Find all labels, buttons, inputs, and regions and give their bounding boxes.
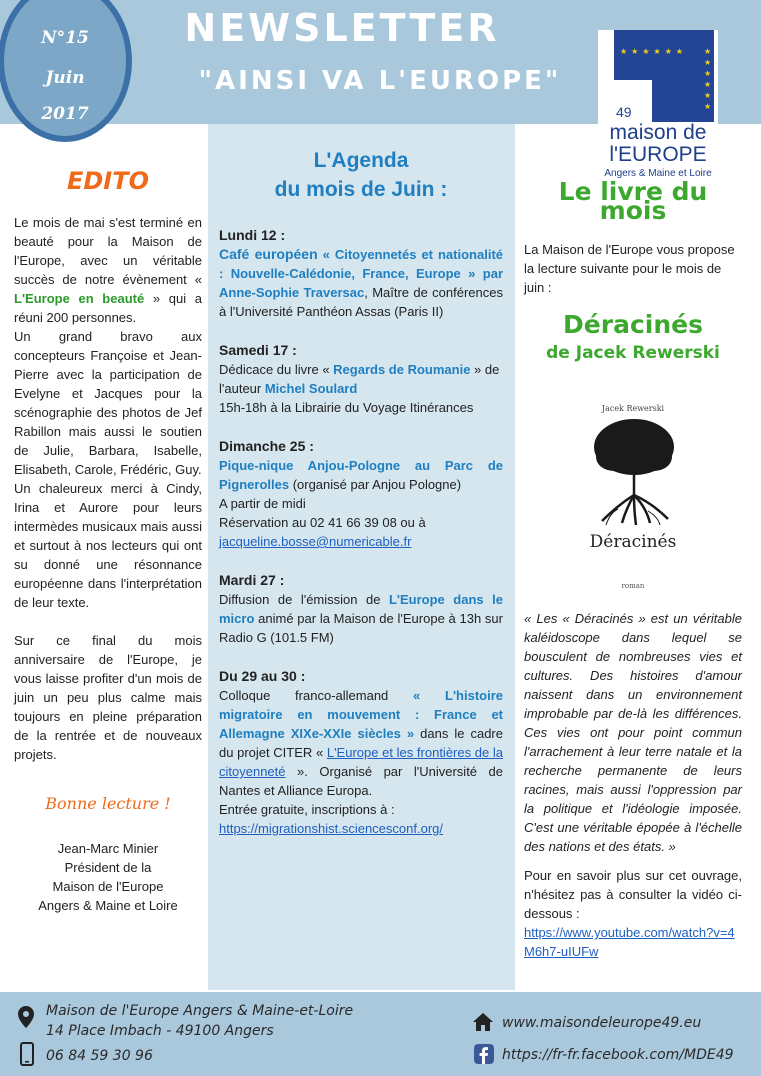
book-intro: La Maison de l'Europe vous propose la lecture suivante pour le mois de juin : [524,242,735,295]
signature [14,839,202,915]
event-day: Mardi 27 : [219,572,285,588]
agenda-column [219,146,503,858]
footer-phone: 06 84 59 30 96 [46,1048,153,1064]
cover-author: Jacek Rewerski [601,404,665,413]
facebook-icon [474,1044,494,1064]
logo-name-line1: maison de [609,121,707,144]
video-link[interactable]: https://www.youtube.com/watch?v=4M6h7-uIUFw [524,925,735,959]
issue-badge [0,0,132,142]
logo-name-line2: l'EUROPE [609,143,707,166]
agenda-event: Samedi 17 : Dédicace du livre « Regards de Roumanie » de l'auteur Michel Soulard 15h-18h à la Librairie du Voyage Itinérances [219,341,503,417]
event-name: « L'histoire migratoire en mouvement : France et Allemagne XIXe-XXIe siècles » [219,688,503,741]
signature-role: Maison de l'Europe [52,879,164,894]
event-name: Pique-nique Anjou-Pologne au Parc de Pignerolles [219,458,503,492]
event-booking: Réservation au 02 41 66 39 08 ou à [219,515,426,530]
issue-year: 2017 [41,104,89,124]
signature-role: Angers & Maine et Loire [38,898,178,913]
event-topic: « Citoyennetés et nationalité : Nouvelle-Calédonie, France, Europe » par Anne-Sophie Traversac [219,247,503,300]
signoff: Bonne lecture ! [45,794,171,813]
edito-title: EDITO [66,167,150,195]
location-pin-icon [18,1006,34,1028]
event-day: Lundi 12 : [219,227,286,243]
event-highlight: L'Europe en beauté [14,291,145,306]
signature-role: Président de la [64,860,152,875]
event-day: Du 29 au 30 : [219,668,306,684]
event-name: Café européen [219,246,318,262]
show-name: L'Europe dans le micro [219,592,503,626]
home-icon [472,1012,494,1032]
registration-link[interactable]: https://migrationshist.sciencesconf.org/ [219,821,443,836]
event-time: A partir de midi [219,496,306,511]
book-name: Regards de Roumanie [333,362,471,377]
book-author: de Jacek Rewerski [546,343,720,363]
agenda-event: Du 29 au 30 : Colloque franco-allemand « L'histoire migratoire en mouvement : France et Allemagne XIXe-XXIe siècles » dans le cadre du projet CITER « L'Europe et les frontières de la citoyenneté ». Organisé par l'Université de Nantes et Alliance Europa. Entrée gratuite, inscriptions à : https://migrationshist.sciencesconf.org/ [219,668,503,836]
event-day: Samedi 17 : [219,342,297,358]
phone-icon [20,1042,34,1066]
event-detail: 15h-18h à la Librairie du Voyage Itinérances [219,400,474,415]
footer [0,992,761,1076]
book-title: Déracinés [563,310,703,339]
logo-name [598,122,718,166]
logo-number: 49 [616,104,632,120]
footer-facebook[interactable]: https://fr-fr.facebook.com/MDE49 [502,1047,734,1063]
edito-paragraph-3: Un chaleureux merci à Cindy, Irina et Aurore pour leurs intermèdes musicaux mais aussi et surtout à nos lecteurs qui ont su donné une résonnance européenne dans l'interprétation de leur texte. [14,481,202,610]
eu-flag-icon: ★★★★★★ ★ ★ ★ ★ ★ ★ 49 [614,30,714,122]
event-day: Dimanche 25 : [219,438,314,454]
edito-paragraph-2: Un grand bravo aux concepteurs Françoise et Jean-Pierre avec la participation de Evelyne et Jacques pour la scénographie des photos de Jef Rabillon mais aussi le soutien de Julie, Barbara, Isabelle, Elisabeth, Carole, Frédéric, Guy. [14,329,202,477]
issue-month: Juin [45,68,85,88]
signature-name: Jean-Marc Minier [57,841,159,856]
agenda-event: Dimanche 25 : Pique-nique Anjou-Pologne au Parc de Pignerolles (organisé par Anjou Pologne) A partir de midi Réservation au 02 41 66 39 08 ou à jacqueline.bosse@numericable.fr [219,438,503,549]
author-name: Michel Soulard [264,381,358,396]
footer-website[interactable]: www.maisondeleurope49.eu [502,1015,702,1031]
agenda-event: Mardi 27 : Diffusion de l'émission de L'Europe dans le micro animé par la Maison de l'Europe à 13h sur Radio G (101.5 FM) [219,572,503,645]
edito-column [14,167,202,915]
book-more-info: Pour en savoir plus sur cet ouvrage, n'hésitez pas à consulter la vidéo ci-dessous : [524,868,742,921]
logo-subtitle: Angers & Maine et Loire [604,168,712,179]
tree-icon [588,417,680,527]
maison-europe-logo [598,30,718,194]
book-cover [538,379,728,607]
book-section-title: Le livre du mois [558,177,708,225]
footer-address-line1: Maison de l'Europe Angers & Maine-et-Loire [46,1003,354,1019]
newsletter-title: NEWSLETTER [184,6,500,50]
footer-address-line2: 14 Place Imbach - 49100 Angers [46,1023,274,1039]
cover-title: Déracinés [589,532,677,552]
email-link[interactable]: jacqueline.bosse@numericable.fr [219,534,412,549]
cover-genre: roman [621,582,645,590]
book-column [524,177,742,961]
agenda-event: Lundi 12 : Café européen « Citoyennetés et nationalité : Nouvelle-Calédonie, France, Europe » par Anne-Sophie Traversac, Maître de conférences à l'Université Panthéon Assas (Paris II) [219,227,503,319]
edito-paragraph-4: Sur ce final du mois anniversaire de l'Europe, je vous laisse profiter d'un mois de juin un peu plus calme mais toujours en pleine préparation de la rentrée et de nouveaux projets. [14,633,202,762]
agenda-title: L'Agenda du mois de Juin : [274,149,448,201]
issue-number: N°15 [41,28,89,48]
newsletter-subtitle: "AINSI VA L'EUROPE" [198,66,562,96]
edito-paragraph-1: Le mois de mai s'est terminé en beauté pour la Maison de l'Europe, avec un véritable succès de notre évènement « L'Europe en beauté » qui a réuni 200 personnes. [14,215,202,325]
book-quote: « Les « Déracinés » est un véritable kaléidoscope dans lequel se bousculent de nombreuses vies et cultures. Des histoires d'amour naissent dans un environnement improbable par de-là les différences. Ces vies ont pour point commun l'arrachement à leur terre natale et la recherche permanente de leurs racines, mais aussi l'oppression par la politique et l'idéologie imposée. C'est une véritable épopée à l'échelle des nations et des états. » [524,611,742,854]
project-link[interactable]: L'Europe et les frontières de la citoyenneté [219,745,503,779]
event-entry: Entrée gratuite, inscriptions à : [219,802,395,817]
